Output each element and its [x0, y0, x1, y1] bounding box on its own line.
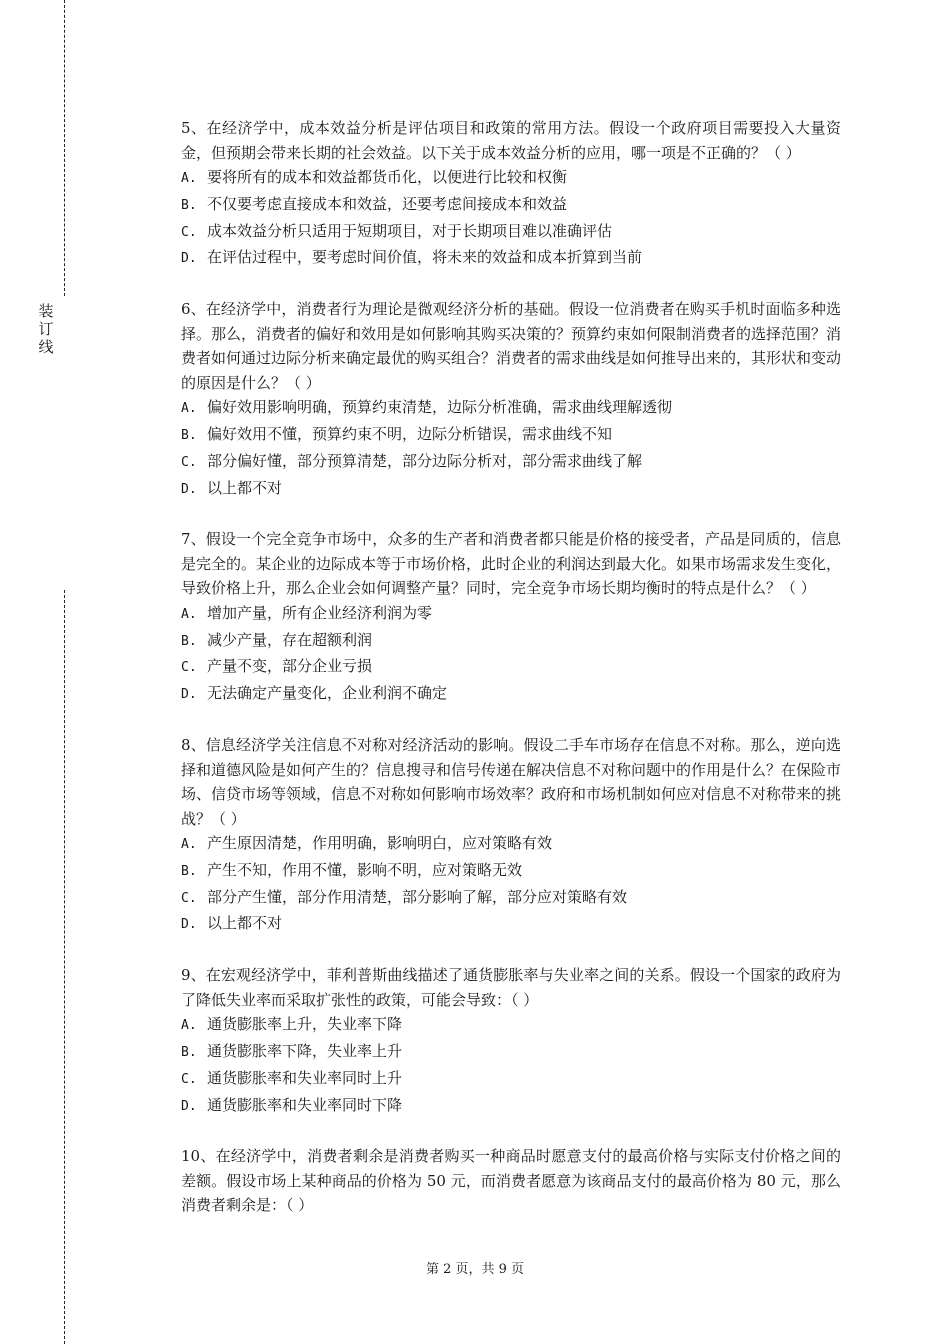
option-text: 通货膨胀率上升，失业率下降 — [207, 1015, 403, 1034]
option-text: 产量不变，部分企业亏损 — [207, 657, 373, 676]
option-text: 要将所有的成本和效益都货币化，以便进行比较和权衡 — [207, 168, 568, 186]
option-letter: C. — [181, 1071, 197, 1087]
answer-option — [181, 858, 841, 885]
question-stem: 5、在经济学中，成本效益分析是评估项目和政策的常用方法。假设一个政府项目需要投入大量资金，但预期会带来长期的社会效益。以下关于成本效益分析的应用，哪一项是不正确的？（ ） — [181, 119, 841, 162]
binding-label — [36, 302, 56, 356]
question-block — [181, 527, 841, 708]
option-letter: C. — [181, 660, 197, 676]
option-letter: A. — [181, 171, 197, 186]
binding-line-top — [64, 0, 65, 296]
answer-option — [181, 192, 841, 219]
option-letter: C. — [181, 890, 197, 906]
option-letter: B. — [181, 197, 197, 213]
option-letter: B. — [181, 633, 197, 649]
answer-option — [181, 885, 841, 912]
option-text: 通货膨胀率和失业率同时上升 — [207, 1068, 403, 1087]
option-letter: B. — [181, 863, 197, 879]
option-letter: A. — [181, 837, 197, 853]
answer-option — [181, 601, 841, 628]
question-block — [181, 116, 841, 272]
option-letter: D. — [181, 1098, 197, 1114]
option-text: 通货膨胀率和失业率同时下降 — [207, 1095, 403, 1114]
binding-char: 订 — [38, 320, 54, 338]
answer-option — [181, 395, 841, 422]
answer-option — [181, 1093, 841, 1120]
answer-option — [181, 219, 841, 246]
question-block — [181, 963, 841, 1119]
binding-char: 装 — [38, 302, 54, 320]
option-text: 部分偏好懂，部分预算清楚，部分边际分析对，部分需求曲线了解 — [207, 451, 643, 470]
option-text: 偏好效用不懂，预算约束不明，边际分析错误，需求曲线不知 — [207, 424, 613, 443]
question-block — [181, 733, 841, 938]
binding-char: 线 — [38, 338, 54, 356]
answer-option — [181, 1012, 841, 1039]
option-letter: D. — [181, 251, 197, 267]
option-letter: A. — [181, 401, 197, 417]
answer-option — [181, 681, 841, 708]
option-text: 产生原因清楚，作用明确，影响明白，应对策略有效 — [207, 834, 553, 853]
option-text: 无法确定产量变化，企业利润不确定 — [207, 684, 448, 703]
option-text: 偏好效用影响明确，预算约束清楚，边际分析准确，需求曲线理解透彻 — [207, 398, 673, 417]
question-block — [181, 297, 841, 502]
option-text: 减少产量，存在超额利润 — [207, 630, 373, 649]
option-letter: B. — [181, 427, 197, 443]
answer-option — [181, 1066, 841, 1093]
question-stem: 10、在经济学中，消费者剩余是消费者购买一种商品时愿意支付的最高价格与实际支付价格之间的差额。假设市场上某种商品的价格为 50 元，而消费者愿意为该商品支付的最高价格为 80 元，那么消费者剩余是：（ ） — [181, 1147, 841, 1215]
answer-option — [181, 422, 841, 449]
question-stem: 6、在经济学中，消费者行为理论是微观经济分析的基础。假设一位消费者在购买手机时面临多种选择。那么，消费者的偏好和效用是如何影响其购买决策的？预算约束如何限制消费者的选择范围？消费者如何通过边际分析来确定最优的购买组合？消费者的需求曲线是如何推导出来的，其形状和变动的原因是什么？（ ） — [181, 300, 842, 392]
question-block — [181, 1144, 841, 1218]
option-letter: B. — [181, 1045, 197, 1061]
option-text: 以上都不对 — [207, 478, 283, 497]
option-text: 增加产量，所有企业经济利润为零 — [207, 603, 433, 622]
page-footer: 第 2 页，共 9 页 — [425, 1262, 525, 1277]
option-text: 部分产生懂，部分作用清楚，部分影响了解，部分应对策略有效 — [207, 887, 628, 906]
option-letter: A. — [181, 606, 197, 622]
binding-line-bottom — [64, 590, 65, 1344]
option-text: 通货膨胀率下降，失业率上升 — [207, 1042, 403, 1061]
option-letter: D. — [181, 687, 197, 703]
answer-option — [181, 911, 841, 938]
option-text: 产生不知，作用不懂，影响不明，应对策略无效 — [207, 860, 523, 879]
option-text: 不仅要考虑直接成本和效益，还要考虑间接成本和效益 — [207, 194, 568, 213]
answer-option — [181, 628, 841, 655]
option-letter: A. — [181, 1018, 197, 1034]
option-letter: C. — [181, 454, 197, 470]
answer-option — [181, 245, 841, 272]
question-stem: 9、在宏观经济学中，菲利普斯曲线描述了通货膨胀率与失业率之间的关系。假设一个国家的政府为了降低失业率而采取扩张性的政策，可能会导致：（ ） — [181, 966, 841, 1009]
answer-option — [181, 831, 841, 858]
answer-option — [181, 476, 841, 503]
answer-option — [181, 654, 841, 681]
option-text: 以上都不对 — [207, 914, 283, 933]
answer-option — [181, 449, 841, 476]
question-list — [181, 116, 841, 1243]
question-stem: 8、信息经济学关注信息不对称对经济活动的影响。假设二手车市场存在信息不对称。那么，逆向选择和道德风险是如何产生的？信息搜寻和信号传递在解决信息不对称问题中的作用是什么？在保险市场、信贷市场等领域，信息不对称如何影响市场效率？政府和市场机制如何应对信息不对称带来的挑战？（ ） — [181, 736, 842, 828]
option-text: 成本效益分析只适用于短期项目，对于长期项目难以准确评估 — [207, 221, 613, 240]
option-letter: D. — [181, 917, 197, 933]
answer-option — [181, 165, 841, 192]
option-letter: D. — [181, 481, 197, 497]
answer-option — [181, 1039, 841, 1066]
option-text: 在评估过程中，要考虑时间价值，将未来的效益和成本折算到当前 — [207, 248, 643, 267]
question-stem: 7、假设一个完全竞争市场中，众多的生产者和消费者都只能是价格的接受者，产品是同质的，信息是完全的。某企业的边际成本等于市场价格，此时企业的利润达到最大化。如果市场需求发生变化，导致价格上升，那么企业会如何调整产量？同时，完全竞争市场长期均衡时的特点是什么？（ ） — [181, 530, 842, 598]
option-letter: C. — [181, 224, 197, 240]
